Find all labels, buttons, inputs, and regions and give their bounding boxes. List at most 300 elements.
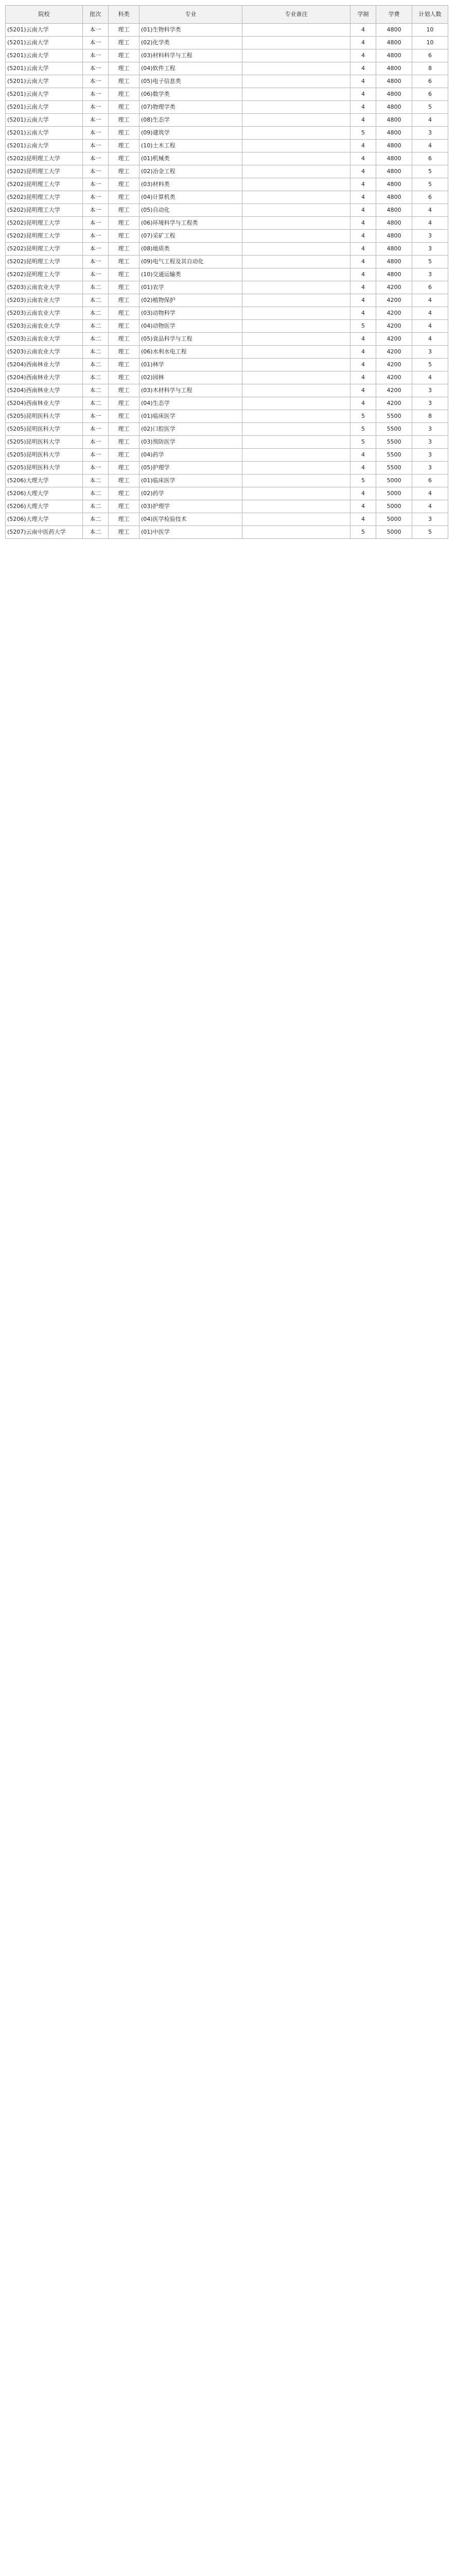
- cell-plan-count: 3: [412, 449, 448, 462]
- cell-batch: 本二: [83, 384, 109, 397]
- cell-batch: 本一: [83, 217, 109, 230]
- cell-category: 理工: [109, 410, 139, 423]
- table-row: [6, 449, 448, 462]
- cell-school: (5202)昆明理工大学: [6, 191, 83, 204]
- cell-plan-count: 4: [412, 500, 448, 513]
- cell-tuition: 5000: [376, 487, 412, 500]
- cell-plan-count: 3: [412, 230, 448, 243]
- cell-category: 理工: [109, 243, 139, 256]
- cell-tuition: 5500: [376, 423, 412, 436]
- cell-school: (5203)云南农业大学: [6, 294, 83, 307]
- cell-plan-count: 10: [412, 37, 448, 49]
- cell-major-note: [242, 436, 350, 449]
- cell-major: (04)药学: [139, 449, 242, 462]
- cell-school: (5202)昆明理工大学: [6, 243, 83, 256]
- cell-major: (01)临床医学: [139, 410, 242, 423]
- cell-batch: 本二: [83, 487, 109, 500]
- cell-duration: 5: [350, 127, 376, 140]
- cell-category: 理工: [109, 333, 139, 346]
- table-row: [6, 513, 448, 526]
- cell-major: (04)动物医学: [139, 320, 242, 333]
- cell-major-note: [242, 75, 350, 88]
- cell-school: (5203)云南农业大学: [6, 333, 83, 346]
- table-row: [6, 243, 448, 256]
- cell-category: 理工: [109, 37, 139, 49]
- cell-plan-count: 6: [412, 88, 448, 101]
- cell-tuition: 4800: [376, 256, 412, 268]
- cell-category: 理工: [109, 88, 139, 101]
- cell-batch: 本二: [83, 371, 109, 384]
- cell-major-note: [242, 24, 350, 37]
- cell-school: (5202)昆明理工大学: [6, 204, 83, 217]
- cell-category: 理工: [109, 191, 139, 204]
- cell-batch: 本二: [83, 513, 109, 526]
- cell-major-note: [242, 307, 350, 320]
- cell-major: (05)食品科学与工程: [139, 333, 242, 346]
- cell-school: (5201)云南大学: [6, 24, 83, 37]
- cell-tuition: 4200: [376, 346, 412, 359]
- cell-school: (5202)昆明理工大学: [6, 165, 83, 178]
- cell-duration: 5: [350, 320, 376, 333]
- cell-plan-count: 3: [412, 268, 448, 281]
- cell-major: (05)电子信息类: [139, 75, 242, 88]
- cell-major-note: [242, 474, 350, 487]
- cell-major-note: [242, 62, 350, 75]
- cell-plan-count: 3: [412, 346, 448, 359]
- cell-tuition: 5500: [376, 410, 412, 423]
- cell-plan-count: 6: [412, 49, 448, 62]
- cell-duration: 4: [350, 204, 376, 217]
- table-row: [6, 500, 448, 513]
- cell-duration: 5: [350, 423, 376, 436]
- cell-category: 理工: [109, 346, 139, 359]
- cell-category: 理工: [109, 307, 139, 320]
- cell-major-note: [242, 165, 350, 178]
- cell-major: (02)化学类: [139, 37, 242, 49]
- table-row: [6, 165, 448, 178]
- cell-school: (5203)云南农业大学: [6, 307, 83, 320]
- cell-tuition: 4800: [376, 49, 412, 62]
- cell-school: (5205)昆明医科大学: [6, 436, 83, 449]
- table-row: [6, 24, 448, 37]
- table-row: [6, 191, 448, 204]
- cell-school: (5202)昆明理工大学: [6, 256, 83, 268]
- cell-plan-count: 3: [412, 436, 448, 449]
- cell-tuition: 4800: [376, 114, 412, 127]
- cell-school: (5205)昆明医科大学: [6, 423, 83, 436]
- table-row: [6, 346, 448, 359]
- cell-plan-count: 4: [412, 140, 448, 152]
- cell-major: (01)中医学: [139, 526, 242, 539]
- cell-tuition: 4800: [376, 127, 412, 140]
- cell-plan-count: 4: [412, 204, 448, 217]
- cell-major-note: [242, 359, 350, 371]
- cell-tuition: 5500: [376, 436, 412, 449]
- cell-batch: 本一: [83, 243, 109, 256]
- cell-tuition: 4800: [376, 152, 412, 165]
- cell-duration: 4: [350, 165, 376, 178]
- cell-duration: 4: [350, 384, 376, 397]
- cell-school: (5201)云南大学: [6, 37, 83, 49]
- cell-category: 理工: [109, 371, 139, 384]
- cell-batch: 本二: [83, 294, 109, 307]
- cell-category: 理工: [109, 436, 139, 449]
- table-row: [6, 397, 448, 410]
- cell-category: 理工: [109, 423, 139, 436]
- cell-tuition: 5000: [376, 474, 412, 487]
- cell-duration: 4: [350, 462, 376, 474]
- cell-plan-count: 3: [412, 397, 448, 410]
- cell-duration: 4: [350, 191, 376, 204]
- table-row: [6, 268, 448, 281]
- cell-category: 理工: [109, 500, 139, 513]
- cell-batch: 本二: [83, 500, 109, 513]
- cell-major-note: [242, 397, 350, 410]
- cell-major: (02)园林: [139, 371, 242, 384]
- cell-plan-count: 4: [412, 333, 448, 346]
- cell-batch: 本二: [83, 333, 109, 346]
- cell-duration: 4: [350, 217, 376, 230]
- cell-batch: 本一: [83, 462, 109, 474]
- cell-major: (05)护理学: [139, 462, 242, 474]
- table-row: [6, 436, 448, 449]
- cell-category: 理工: [109, 359, 139, 371]
- cell-major-note: [242, 384, 350, 397]
- cell-major: (08)生态学: [139, 114, 242, 127]
- cell-duration: 4: [350, 333, 376, 346]
- cell-category: 理工: [109, 268, 139, 281]
- table-row: [6, 371, 448, 384]
- cell-batch: 本一: [83, 423, 109, 436]
- cell-school: (5201)云南大学: [6, 140, 83, 152]
- cell-major: (06)数学类: [139, 88, 242, 101]
- cell-major-note: [242, 423, 350, 436]
- table-row: [6, 49, 448, 62]
- cell-tuition: 4800: [376, 165, 412, 178]
- cell-duration: 4: [350, 449, 376, 462]
- table-row: [6, 474, 448, 487]
- cell-major: (04)生态学: [139, 397, 242, 410]
- cell-duration: 4: [350, 268, 376, 281]
- cell-batch: 本一: [83, 127, 109, 140]
- cell-category: 理工: [109, 230, 139, 243]
- table-row: [6, 294, 448, 307]
- cell-plan-count: 4: [412, 487, 448, 500]
- cell-major: (03)木材科学与工程: [139, 384, 242, 397]
- cell-major: (02)冶金工程: [139, 165, 242, 178]
- cell-major-note: [242, 281, 350, 294]
- cell-duration: 4: [350, 294, 376, 307]
- cell-duration: 4: [350, 114, 376, 127]
- cell-school: (5206)大理大学: [6, 487, 83, 500]
- cell-tuition: 4800: [376, 24, 412, 37]
- cell-school: (5201)云南大学: [6, 49, 83, 62]
- cell-school: (5205)昆明医科大学: [6, 462, 83, 474]
- cell-tuition: 4800: [376, 37, 412, 49]
- cell-batch: 本一: [83, 449, 109, 462]
- table-header-row: [6, 6, 448, 24]
- cell-major-note: [242, 449, 350, 462]
- table-row: [6, 256, 448, 268]
- table-row: [6, 423, 448, 436]
- header-major: 专业: [139, 6, 242, 24]
- table-row: [6, 384, 448, 397]
- table-row: [6, 127, 448, 140]
- cell-major: (01)农学: [139, 281, 242, 294]
- cell-plan-count: 4: [412, 307, 448, 320]
- cell-major: (08)地质类: [139, 243, 242, 256]
- header-major-note: 专业备注: [242, 6, 350, 24]
- cell-plan-count: 5: [412, 101, 448, 114]
- cell-major-note: [242, 217, 350, 230]
- cell-major-note: [242, 243, 350, 256]
- cell-school: (5201)云南大学: [6, 88, 83, 101]
- cell-plan-count: 6: [412, 191, 448, 204]
- cell-tuition: 4200: [376, 359, 412, 371]
- enrollment-plan-table: [5, 5, 448, 539]
- cell-category: 理工: [109, 178, 139, 191]
- cell-school: (5201)云南大学: [6, 127, 83, 140]
- cell-batch: 本一: [83, 191, 109, 204]
- cell-batch: 本二: [83, 307, 109, 320]
- cell-school: (5202)昆明理工大学: [6, 152, 83, 165]
- cell-major: (01)林学: [139, 359, 242, 371]
- cell-category: 理工: [109, 114, 139, 127]
- header-category: 科类: [109, 6, 139, 24]
- cell-school: (5207)云南中医药大学: [6, 526, 83, 539]
- cell-major-note: [242, 268, 350, 281]
- cell-school: (5204)西南林业大学: [6, 359, 83, 371]
- cell-major-note: [242, 127, 350, 140]
- cell-plan-count: 4: [412, 217, 448, 230]
- cell-tuition: 4800: [376, 75, 412, 88]
- cell-batch: 本二: [83, 397, 109, 410]
- cell-plan-count: 3: [412, 423, 448, 436]
- cell-school: (5202)昆明理工大学: [6, 178, 83, 191]
- cell-school: (5205)昆明医科大学: [6, 449, 83, 462]
- cell-category: 理工: [109, 101, 139, 114]
- cell-tuition: 4200: [376, 281, 412, 294]
- table-row: [6, 487, 448, 500]
- cell-plan-count: 8: [412, 62, 448, 75]
- cell-major-note: [242, 346, 350, 359]
- cell-batch: 本一: [83, 204, 109, 217]
- cell-major: (05)自动化: [139, 204, 242, 217]
- cell-category: 理工: [109, 256, 139, 268]
- cell-batch: 本一: [83, 410, 109, 423]
- cell-category: 理工: [109, 49, 139, 62]
- cell-school: (5201)云南大学: [6, 101, 83, 114]
- cell-major-note: [242, 462, 350, 474]
- cell-major: (04)医学检验技术: [139, 513, 242, 526]
- table-row: [6, 410, 448, 423]
- cell-category: 理工: [109, 526, 139, 539]
- table-row: [6, 320, 448, 333]
- cell-tuition: 4800: [376, 178, 412, 191]
- cell-batch: 本一: [83, 62, 109, 75]
- cell-major: (09)电气工程及其自动化: [139, 256, 242, 268]
- cell-major-note: [242, 294, 350, 307]
- cell-major-note: [242, 114, 350, 127]
- cell-major-note: [242, 204, 350, 217]
- cell-category: 理工: [109, 462, 139, 474]
- cell-plan-count: 5: [412, 178, 448, 191]
- cell-plan-count: 4: [412, 320, 448, 333]
- cell-batch: 本一: [83, 75, 109, 88]
- cell-major-note: [242, 49, 350, 62]
- cell-plan-count: 4: [412, 371, 448, 384]
- cell-duration: 5: [350, 410, 376, 423]
- cell-duration: 4: [350, 24, 376, 37]
- cell-major: (10)交通运输类: [139, 268, 242, 281]
- cell-school: (5203)云南农业大学: [6, 320, 83, 333]
- cell-school: (5202)昆明理工大学: [6, 230, 83, 243]
- cell-major-note: [242, 526, 350, 539]
- cell-batch: 本二: [83, 474, 109, 487]
- cell-duration: 4: [350, 140, 376, 152]
- table-row: [6, 204, 448, 217]
- cell-plan-count: 5: [412, 359, 448, 371]
- cell-major-note: [242, 333, 350, 346]
- cell-major: (02)植物保护: [139, 294, 242, 307]
- cell-major-note: [242, 152, 350, 165]
- cell-batch: 本一: [83, 230, 109, 243]
- cell-category: 理工: [109, 474, 139, 487]
- cell-school: (5201)云南大学: [6, 62, 83, 75]
- cell-category: 理工: [109, 487, 139, 500]
- cell-tuition: 4200: [376, 333, 412, 346]
- cell-batch: 本一: [83, 49, 109, 62]
- cell-major-note: [242, 320, 350, 333]
- cell-major: (06)水利水电工程: [139, 346, 242, 359]
- cell-tuition: 5000: [376, 513, 412, 526]
- cell-major-note: [242, 37, 350, 49]
- cell-category: 理工: [109, 217, 139, 230]
- cell-batch: 本一: [83, 114, 109, 127]
- cell-major-note: [242, 178, 350, 191]
- table-row: [6, 526, 448, 539]
- cell-tuition: 4800: [376, 243, 412, 256]
- cell-tuition: 5500: [376, 462, 412, 474]
- cell-major: (10)土木工程: [139, 140, 242, 152]
- table-row: [6, 217, 448, 230]
- cell-category: 理工: [109, 127, 139, 140]
- cell-batch: 本一: [83, 24, 109, 37]
- cell-tuition: 4800: [376, 101, 412, 114]
- cell-tuition: 5000: [376, 500, 412, 513]
- cell-major-note: [242, 88, 350, 101]
- cell-batch: 本二: [83, 359, 109, 371]
- cell-major: (03)动物科学: [139, 307, 242, 320]
- table-row: [6, 307, 448, 320]
- cell-tuition: 4800: [376, 230, 412, 243]
- cell-major-note: [242, 513, 350, 526]
- cell-major-note: [242, 410, 350, 423]
- cell-tuition: 4800: [376, 268, 412, 281]
- header-duration: 学制: [350, 6, 376, 24]
- cell-major: (03)材料类: [139, 178, 242, 191]
- cell-duration: 5: [350, 526, 376, 539]
- cell-category: 理工: [109, 165, 139, 178]
- cell-duration: 4: [350, 230, 376, 243]
- cell-plan-count: 8: [412, 410, 448, 423]
- table-row: [6, 281, 448, 294]
- cell-duration: 4: [350, 75, 376, 88]
- table-row: [6, 178, 448, 191]
- cell-batch: 本一: [83, 268, 109, 281]
- cell-duration: 4: [350, 371, 376, 384]
- cell-tuition: 4800: [376, 217, 412, 230]
- cell-category: 理工: [109, 62, 139, 75]
- cell-tuition: 4200: [376, 294, 412, 307]
- cell-major-note: [242, 101, 350, 114]
- cell-duration: 4: [350, 281, 376, 294]
- cell-category: 理工: [109, 140, 139, 152]
- table-row: [6, 230, 448, 243]
- table-row: [6, 359, 448, 371]
- cell-category: 理工: [109, 24, 139, 37]
- cell-category: 理工: [109, 449, 139, 462]
- cell-duration: 4: [350, 346, 376, 359]
- cell-tuition: 4800: [376, 191, 412, 204]
- cell-batch: 本一: [83, 256, 109, 268]
- header-batch: 批次: [83, 6, 109, 24]
- cell-category: 理工: [109, 294, 139, 307]
- cell-category: 理工: [109, 152, 139, 165]
- cell-duration: 4: [350, 49, 376, 62]
- cell-plan-count: 3: [412, 127, 448, 140]
- cell-major: (03)护理学: [139, 500, 242, 513]
- cell-duration: 4: [350, 88, 376, 101]
- cell-batch: 本一: [83, 165, 109, 178]
- cell-tuition: 4200: [376, 384, 412, 397]
- cell-school: (5205)昆明医科大学: [6, 410, 83, 423]
- table-row: [6, 62, 448, 75]
- table-body: [6, 24, 448, 539]
- cell-batch: 本一: [83, 140, 109, 152]
- cell-plan-count: 5: [412, 526, 448, 539]
- cell-duration: 4: [350, 62, 376, 75]
- cell-plan-count: 3: [412, 384, 448, 397]
- cell-school: (5201)云南大学: [6, 114, 83, 127]
- cell-duration: 5: [350, 474, 376, 487]
- cell-batch: 本一: [83, 436, 109, 449]
- cell-batch: 本一: [83, 37, 109, 49]
- table-row: [6, 114, 448, 127]
- cell-duration: 4: [350, 101, 376, 114]
- cell-plan-count: 6: [412, 152, 448, 165]
- cell-category: 理工: [109, 204, 139, 217]
- cell-major: (01)临床医学: [139, 474, 242, 487]
- cell-major: (03)材料科学与工程: [139, 49, 242, 62]
- cell-batch: 本二: [83, 320, 109, 333]
- cell-school: (5206)大理大学: [6, 513, 83, 526]
- cell-duration: 4: [350, 37, 376, 49]
- cell-school: (5201)云南大学: [6, 75, 83, 88]
- cell-school: (5203)云南农业大学: [6, 346, 83, 359]
- cell-plan-count: 5: [412, 256, 448, 268]
- cell-tuition: 4200: [376, 397, 412, 410]
- cell-major: (01)生物科学类: [139, 24, 242, 37]
- cell-batch: 本二: [83, 346, 109, 359]
- cell-plan-count: 10: [412, 24, 448, 37]
- table-row: [6, 152, 448, 165]
- cell-school: (5204)西南林业大学: [6, 397, 83, 410]
- cell-major-note: [242, 140, 350, 152]
- cell-tuition: 4200: [376, 371, 412, 384]
- cell-category: 理工: [109, 397, 139, 410]
- header-plan-count: 计划人数: [412, 6, 448, 24]
